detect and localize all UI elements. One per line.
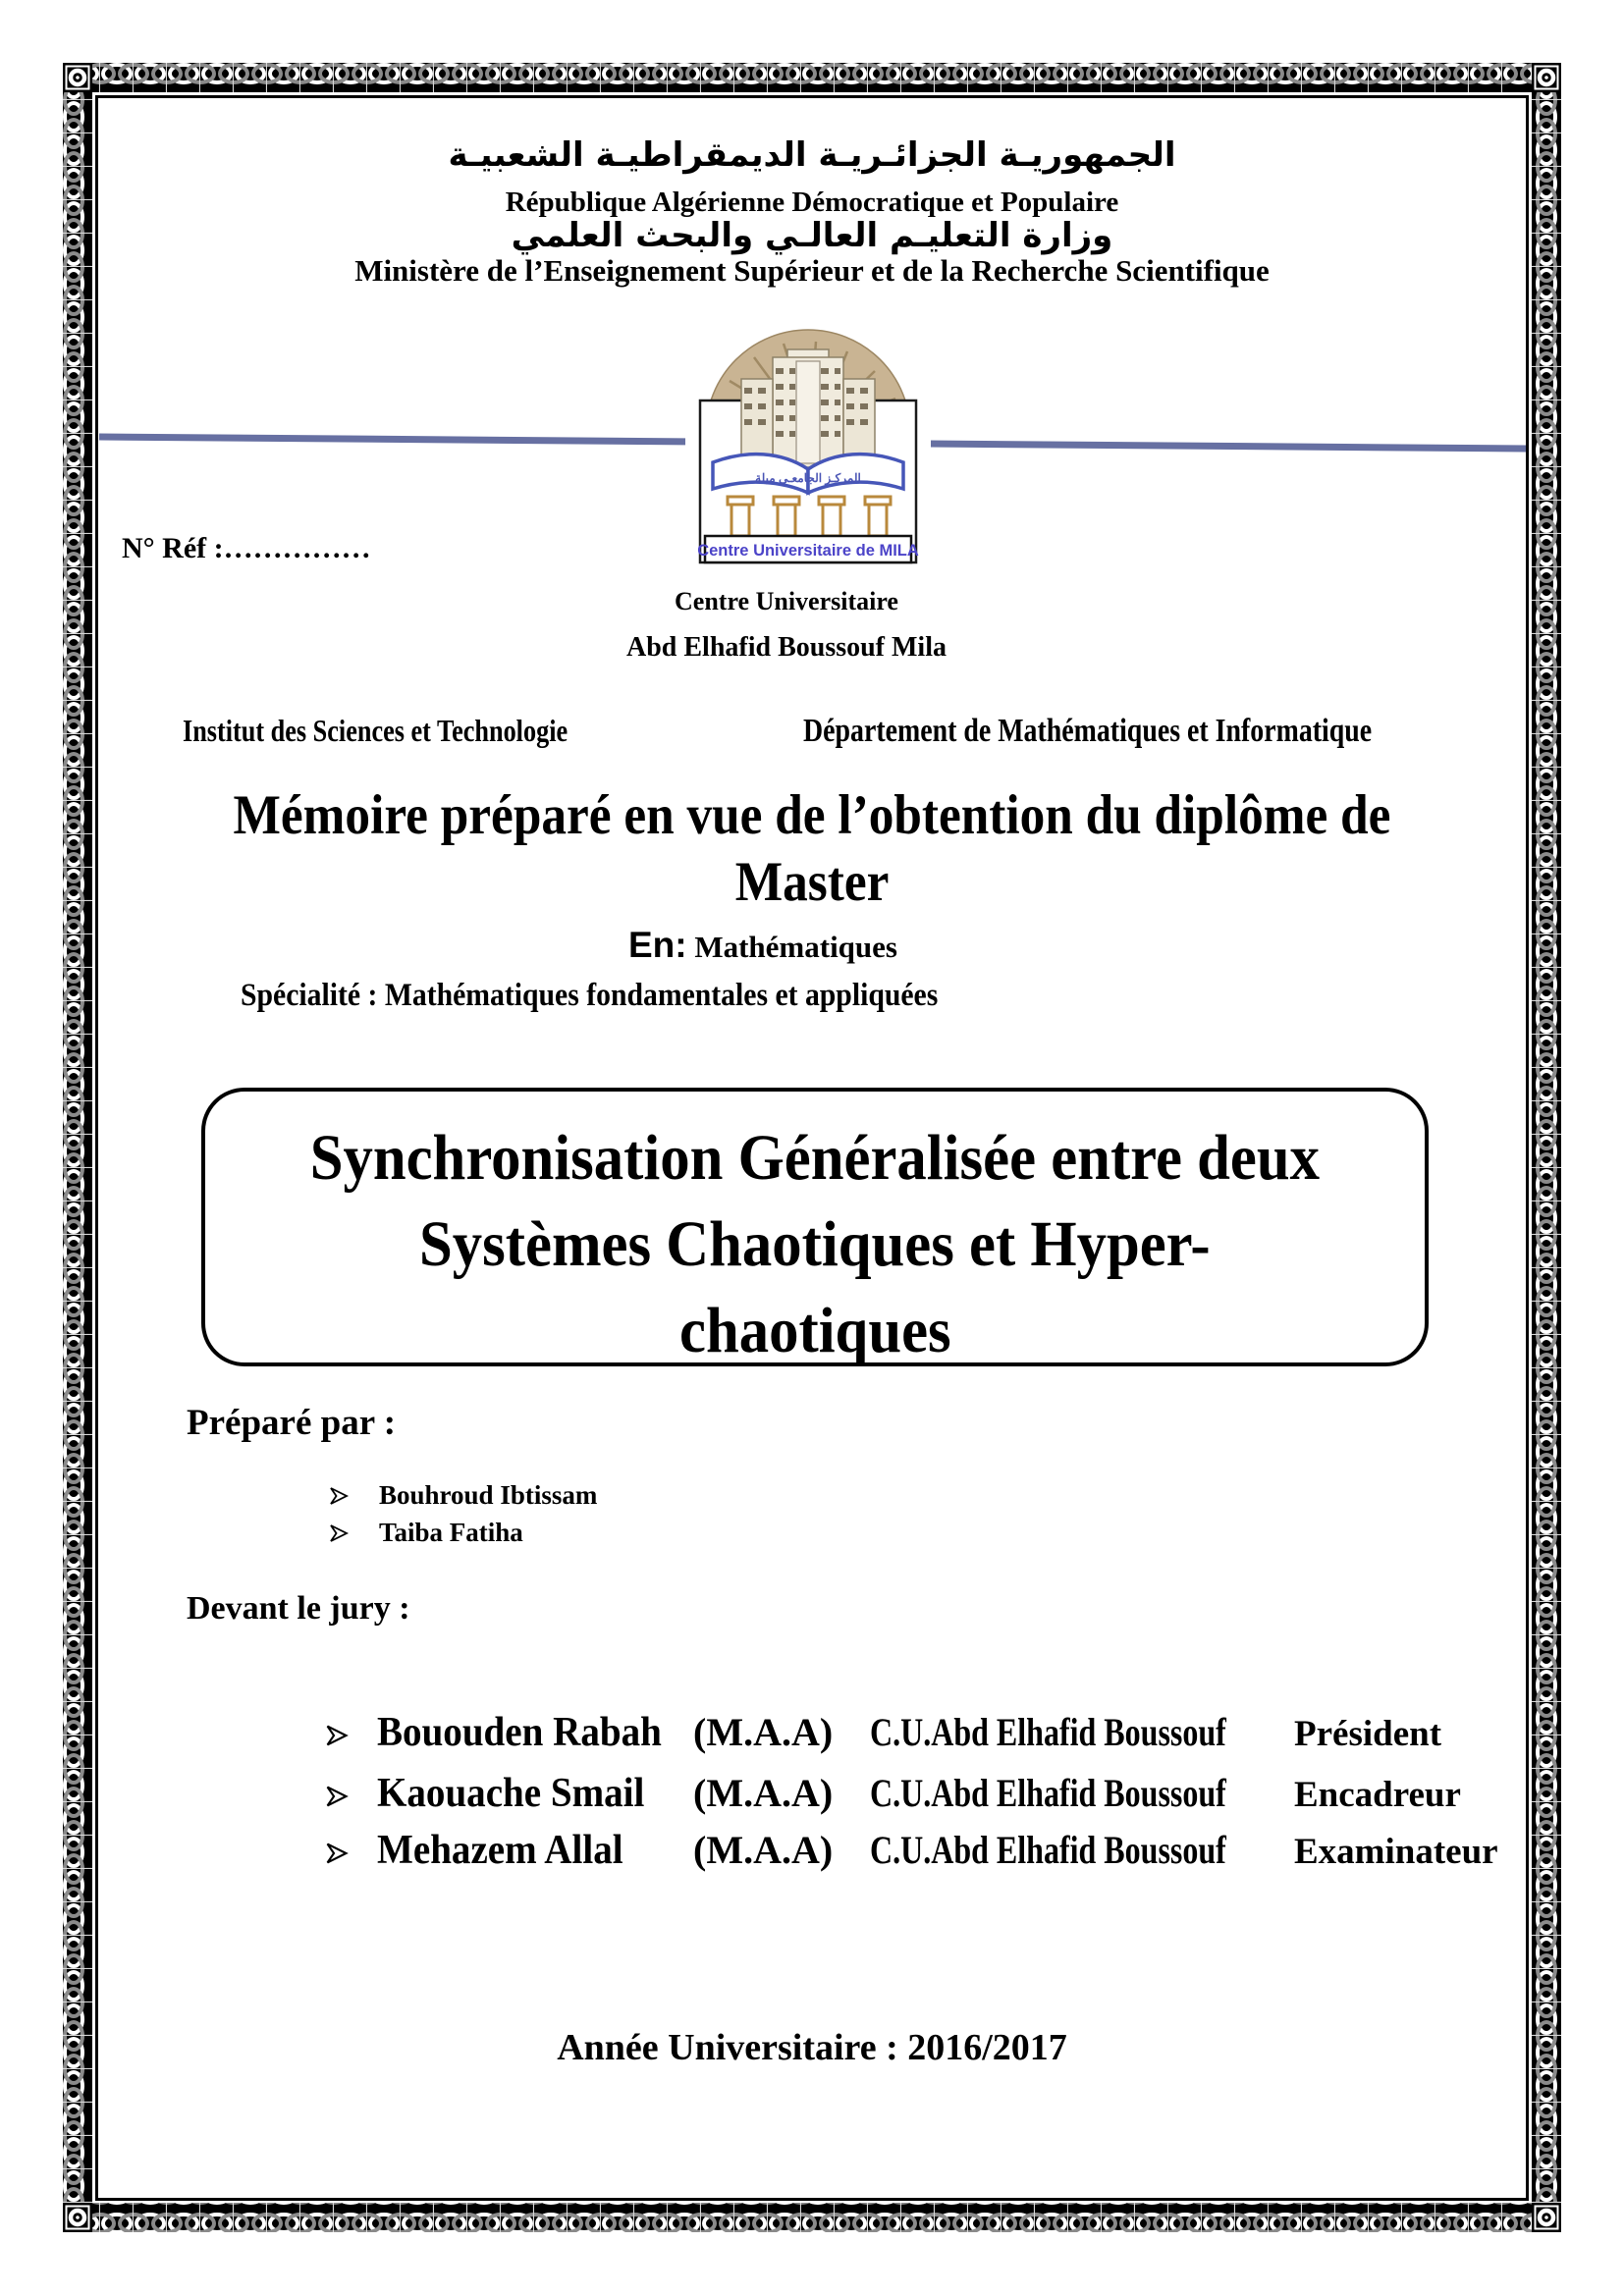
degree-speciality: Spécialité : Mathématiques fondamentales et appliquées bbox=[241, 978, 939, 1013]
jury-member-name: Mehazem Allal bbox=[377, 1828, 623, 1873]
degree-title-line1: Mémoire préparé en vue de l’obtention du diplôme de bbox=[233, 784, 1391, 846]
jury-member-institution: C.U.Abd Elhafid Boussouf bbox=[870, 1710, 1226, 1754]
arrow-bullet-icon bbox=[328, 1485, 350, 1507]
author-item bbox=[328, 1518, 523, 1548]
institute-name: Institut des Sciences et Technologie bbox=[183, 713, 568, 748]
thesis-title-box bbox=[201, 1088, 1429, 1366]
border-corner-top-left bbox=[63, 63, 92, 92]
jury-member-grade: (M.A.A) bbox=[693, 1771, 834, 1815]
reference-number: N° Réf :…………… bbox=[122, 532, 371, 564]
degree-field-prefix: En: bbox=[627, 925, 687, 965]
republic-title-arabic: الجمهوريـة الجزائـريـة الديمقراطيـة الشعبيـة bbox=[448, 135, 1176, 175]
university-name-line2: Abd Elhafid Boussouf Mila bbox=[626, 632, 947, 663]
jury-member-grade: (M.A.A) bbox=[693, 1828, 834, 1872]
degree-field-value: Mathématiques bbox=[686, 930, 897, 964]
degree-title-line2: Master bbox=[734, 851, 890, 913]
thesis-title-line2: Systèmes Chaotiques et Hyper- bbox=[419, 1208, 1211, 1280]
thesis-title-line3: chaotiques bbox=[678, 1295, 951, 1366]
university-logo bbox=[685, 322, 931, 567]
arrow-bullet-icon bbox=[328, 1522, 350, 1544]
university-name-line1: Centre Universitaire bbox=[675, 587, 898, 615]
jury-member-role: Encadreur bbox=[1294, 1775, 1461, 1815]
ministry-title-french: Ministère de l’Enseignement Supérieur et de la Recherche Scientifique bbox=[354, 253, 1270, 288]
jury-member-name: Bououden Rabah bbox=[377, 1710, 662, 1755]
border-corner-top-right bbox=[1532, 63, 1561, 92]
academic-year: Année Universitaire : 2016/2017 bbox=[557, 2027, 1067, 2068]
ministry-title-arabic: وزارة التعليـم العالـي والبحث العلمي bbox=[511, 216, 1113, 255]
prepared-by-heading: Préparé par : bbox=[187, 1403, 397, 1443]
logo-caption: Centre Universitaire de MILA bbox=[697, 542, 919, 560]
jury-row bbox=[324, 1767, 1542, 1817]
arrow-bullet-icon bbox=[324, 1841, 377, 1871]
department-name: Département de Mathématiques et Informatique bbox=[803, 713, 1373, 749]
degree-field bbox=[0, 925, 1575, 966]
jury-member-role: Président bbox=[1294, 1714, 1442, 1754]
jury-heading: Devant le jury : bbox=[187, 1590, 410, 1627]
author-name: Taiba Fatiha bbox=[379, 1518, 523, 1547]
arrow-bullet-icon bbox=[324, 1784, 377, 1814]
republic-title-french: République Algérienne Démocratique et Populaire bbox=[505, 187, 1119, 218]
jury-member-grade: (M.A.A) bbox=[693, 1710, 834, 1754]
border-corner-bottom-left bbox=[63, 2203, 92, 2232]
arrow-bullet-icon bbox=[324, 1723, 377, 1753]
jury-row bbox=[324, 1706, 1542, 1756]
jury-member-name: Kaouache Smail bbox=[377, 1771, 645, 1816]
jury-member-role: Examinateur bbox=[1294, 1832, 1498, 1872]
border-corner-bottom-right bbox=[1532, 2203, 1561, 2232]
divider-line-right bbox=[928, 444, 1526, 449]
logo-book-text: المركـز الجامعـي ميلة bbox=[755, 471, 861, 485]
divider-line-left bbox=[99, 437, 700, 442]
author-item bbox=[328, 1480, 597, 1511]
jury-member-institution: C.U.Abd Elhafid Boussouf bbox=[870, 1771, 1226, 1815]
author-name: Bouhroud Ibtissam bbox=[379, 1480, 598, 1510]
jury-row bbox=[324, 1824, 1542, 1874]
thesis-title-line1: Synchronisation Généralisée entre deux bbox=[309, 1122, 1321, 1194]
jury-member-institution: C.U.Abd Elhafid Boussouf bbox=[870, 1828, 1226, 1872]
